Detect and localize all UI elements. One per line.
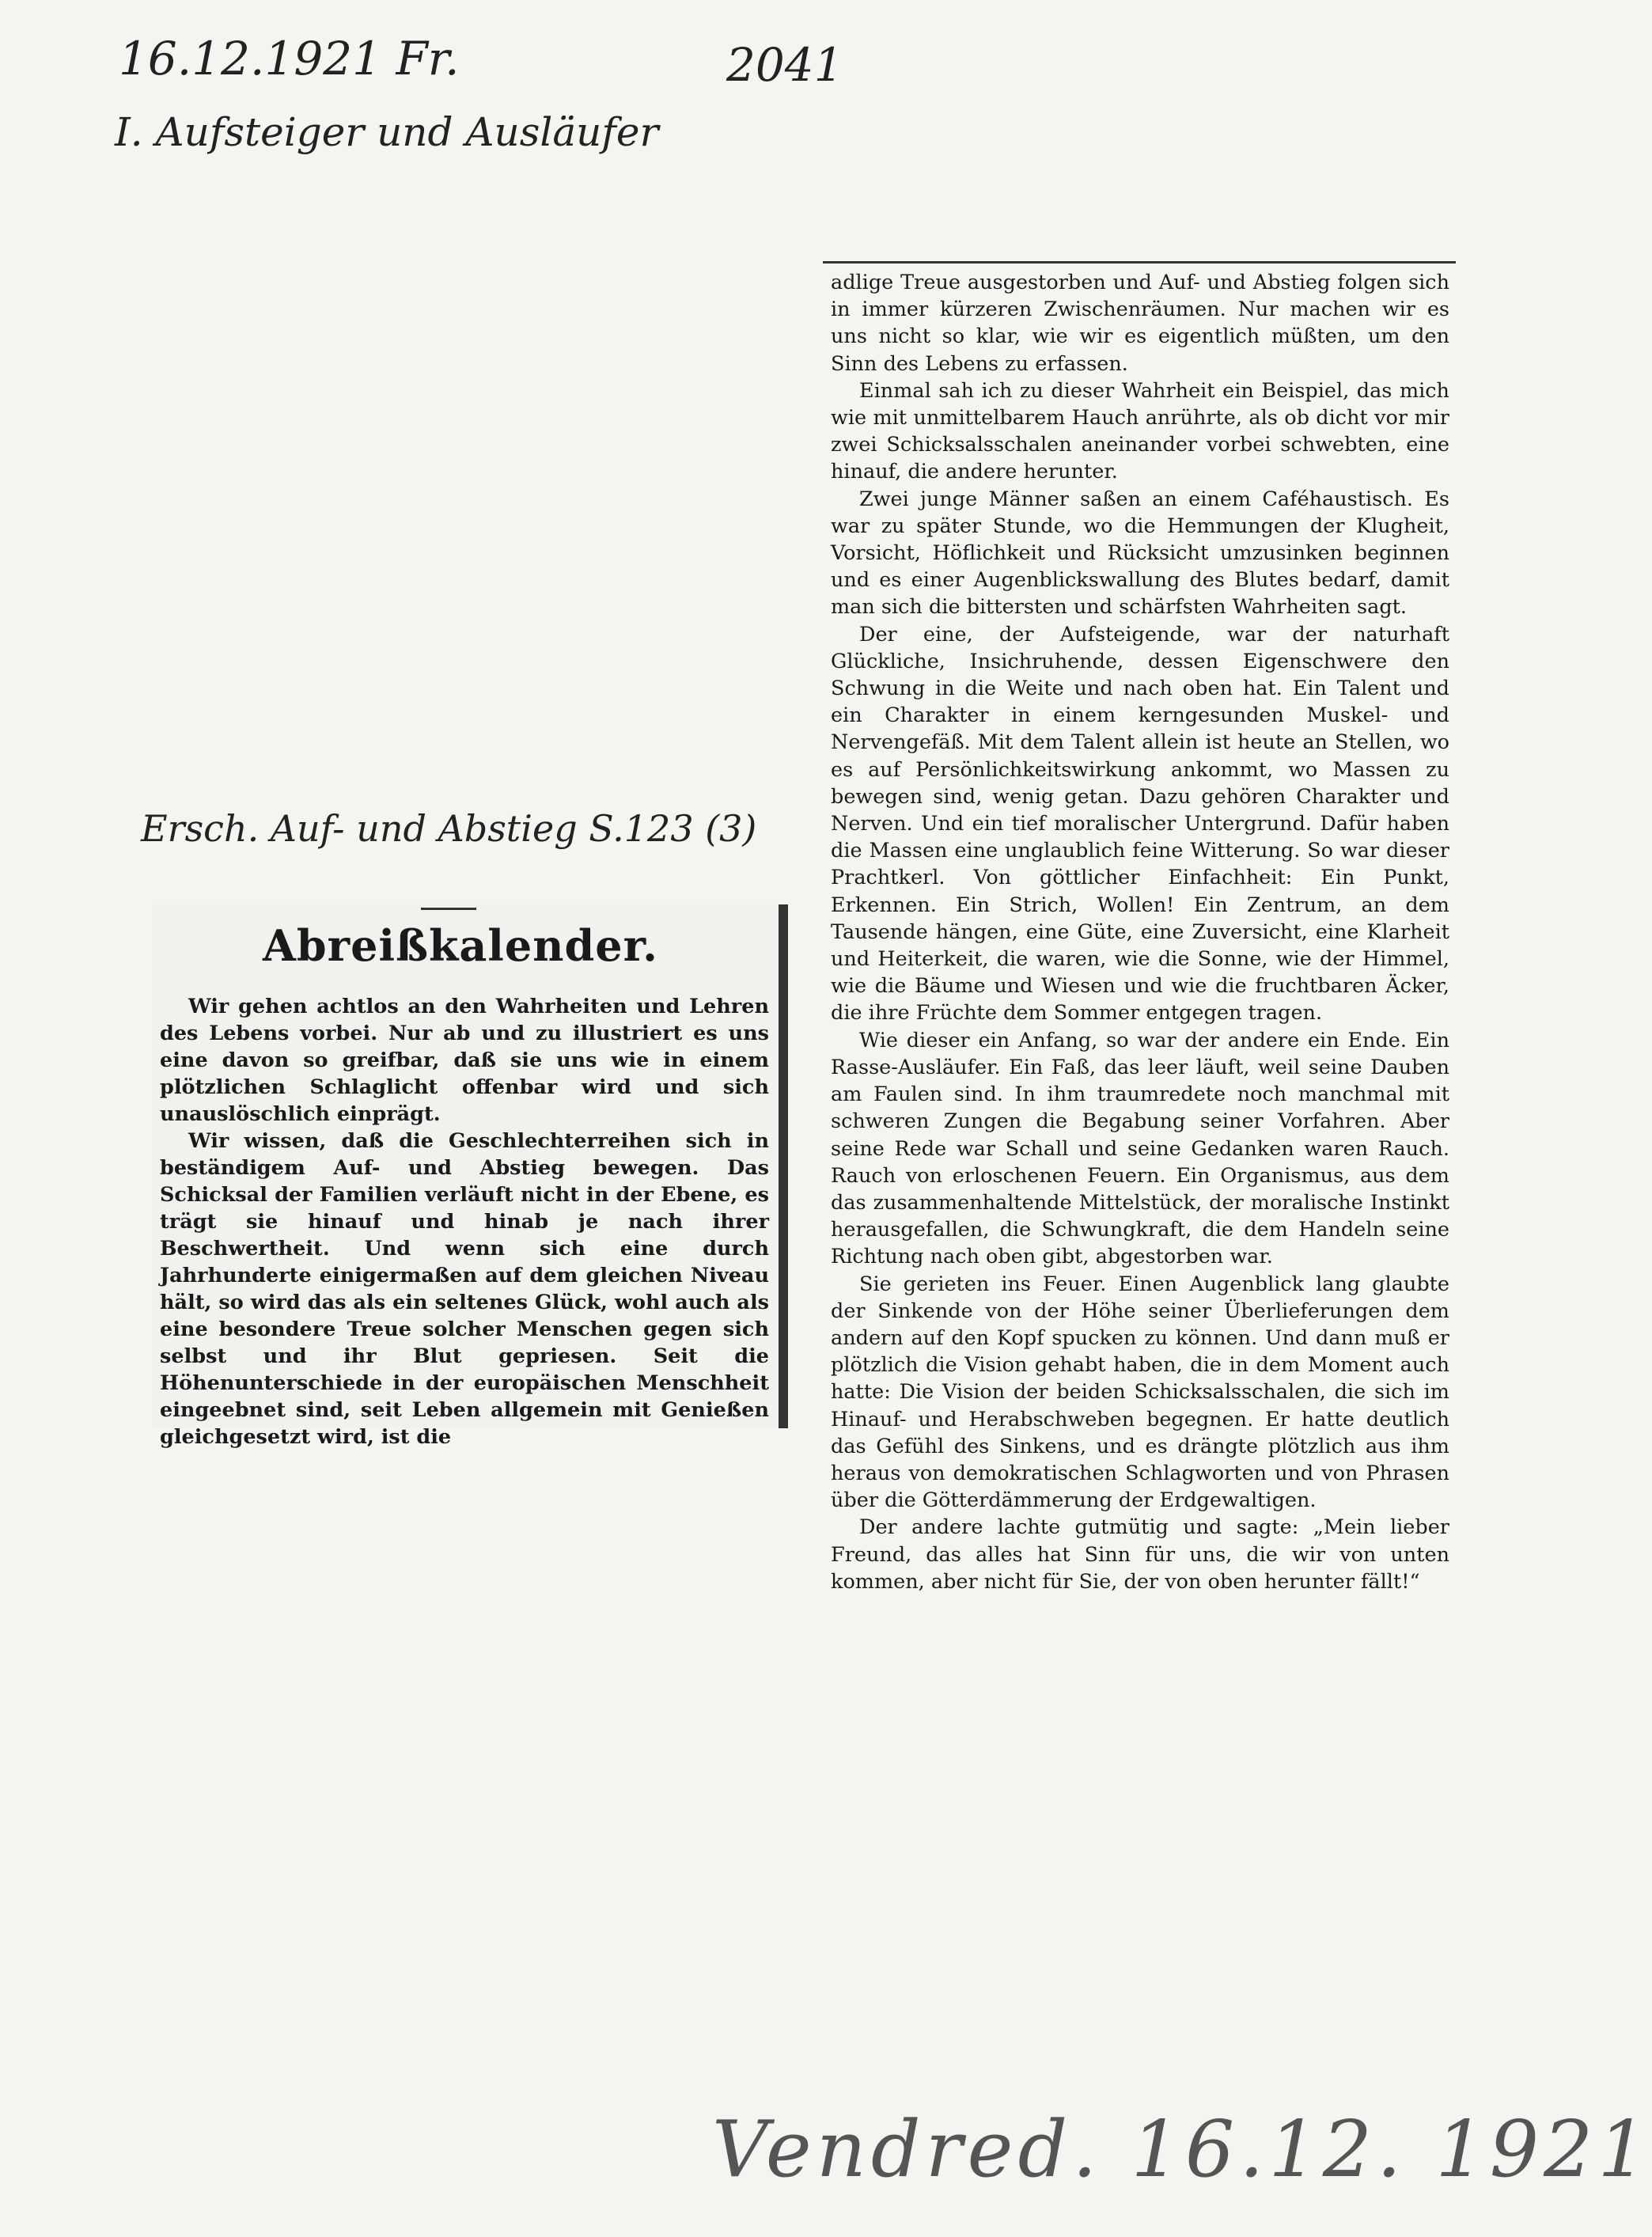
article-title: Abreißkalender.	[263, 920, 658, 971]
article-body-left	[160, 993, 769, 1450]
paragraph: Der andere lachte gutmütig und sagte: „Mein lieber Freund, das alles hat Sinn für uns, die wir von unten kommen, aber nicht für Sie, der von oben herunter fällt!“	[831, 1515, 1449, 1594]
handwritten-source-note: Ersch. Auf- und Abstieg S.123 (3)	[141, 807, 757, 850]
paragraph: Einmal sah ich zu dieser Wahrheit ein Beispiel, das mich wie mit unmittelbarem Hauch anrührte, als ob dicht vor mir zwei Schicksalsschalen aneinander vorbei schwebten, eine hinauf, die andere herunter.	[831, 378, 1449, 484]
column-rule	[823, 261, 1456, 264]
newspaper-clipping-left	[152, 904, 788, 1449]
article-body-right	[831, 269, 1449, 1595]
handwritten-subject: I. Aufsteiger und Ausläufer	[115, 109, 659, 155]
paragraph: Wir wissen, daß die Geschlechterreihen sich in beständigem Auf- und Abstieg bewegen. Das Schicksal der Familien verläuft nicht in der Ebene, es trägt sie hinauf und hinab je nach ihrer Beschwertheit. Und wenn sich eine durch Jahrhunderte einigermaßen auf dem gleichen Niveau hält, so wird das als ein seltenes Glück, wohl auch als eine besondere Treue solcher Menschen gegen sich selbst und ihr Blut gepriesen. Seit die Höhenunterschiede in der europäischen Menschheit eingeebnet sind, seit Leben allgemein mit Genießen gleichgesetzt wird, ist die	[160, 1129, 769, 1449]
newspaper-clipping-right	[823, 261, 1457, 1907]
paragraph: Der eine, der Aufsteigende, war der naturhaft Glückliche, Insichruhende, dessen Eigenschwere den Schwung in die Weite und nach oben hat. Ein Talent und ein Charakter in einem kerngesunden Muskel- und Nervengefäß. Mit dem Talent allein ist heute an Stellen, wo es auf Persönlichkeitswirkung ankommt, wo Massen zu bewegen sind, wenig getan. Dazu gehören Charakter und Nerven. Und ein tief moralischer Untergrund. Dafür haben die Massen eine unglaublich feine Witterung. So war dieser Prachtkerl. Von göttlicher Einfachheit: Ein Punkt, Erkennen. Ein Strich, Wollen! Ein Zentrum, an dem Tausende hängen, eine Güte, eine Zuversicht, eine Klarheit und Heiterkeit, die waren, wie die Sonne, wie der Himmel, wie die Bäume und Wiesen und wie die fruchtbaren Äcker, die ihre Früchte dem Sommer entgegen tragen.	[831, 622, 1449, 1026]
handwritten-archive-number: 2041	[726, 38, 843, 92]
paragraph: adlige Treue ausgestorben und Auf- und Abstieg folgen sich in immer kürzeren Zwischenräumen. Nur machen wir es uns nicht so klar, wie wir es eigentlich müßten, um den Sinn des Lebens zu erfassen.	[831, 271, 1449, 376]
handwritten-bottom-date: Vendred. 16.12. 1921	[712, 2105, 1652, 2195]
handwritten-date: 16.12.1921 Fr.	[119, 32, 460, 85]
title-rule	[421, 908, 476, 910]
paragraph: Zwei junge Männer saßen an einem Caféhaustisch. Es war zu später Stunde, wo die Hemmungen der Klugheit, Vorsicht, Höflichkeit und Rücksicht umzusinken beginnen und es einer Augenblickswallung des Blutes bedarf, damit man sich die bittersten und schärfsten Wahrheiten sagt.	[831, 487, 1449, 620]
paragraph: Wir gehen achtlos an den Wahrheiten und Lehren des Lebens vorbei. Nur ab und zu illustriert es uns eine davon so greifbar, daß sie uns wie in einem plötzlichen Schlaglicht offenbar wird und sich unauslöschlich einprägt.	[160, 995, 769, 1126]
paragraph: Sie gerieten ins Feuer. Einen Augenblick lang glaubte der Sinkende von der Höhe seiner Überlieferungen dem andern auf den Kopf spucken zu können. Und dann muß er plötzlich die Vision gehabt haben, die in dem Moment auch hatte: Die Vision der beiden Schicksalsschalen, die sich im Hinauf- und Herabschweben begegnen. Er hatte deutlich das Gefühl des Sinkens, und es drängte plötzlich aus ihm heraus von demokratischen Schlagworten und von Phrasen über die Götterdämmerung der Erdgewaltigen.	[831, 1272, 1449, 1513]
paragraph: Wie dieser ein Anfang, so war der andere ein Ende. Ein Rasse-Ausläufer. Ein Faß, das leer läuft, weil seine Dauben am Faulen sind. In ihm traumredete noch manchmal mit schweren Zungen die Begabung seiner Vorfahren. Aber seine Rede war Schall und seine Gedanken waren Rauch. Rauch von erloschenen Feuern. Ein Organismus, aus dem das zusammenhaltende Mittelstück, der moralische Instinkt herausgefallen, die Schwungkraft, die dem Handeln seine Richtung nach oben gibt, abgestorben war.	[831, 1028, 1449, 1269]
